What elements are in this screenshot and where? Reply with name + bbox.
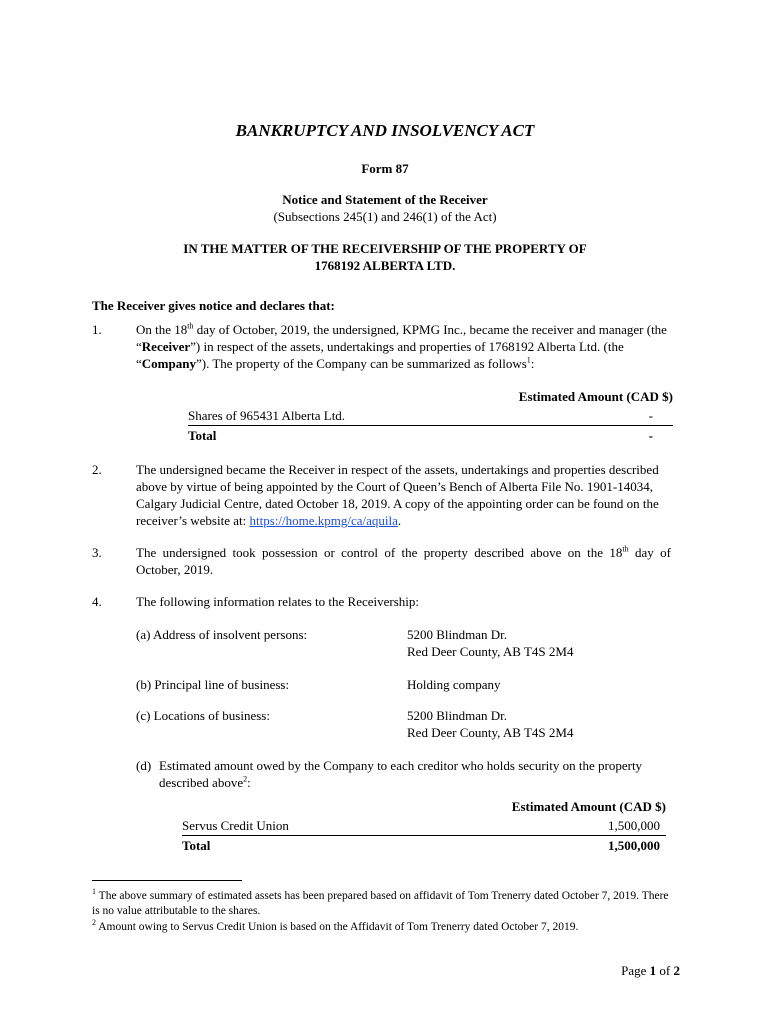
footnote-divider bbox=[92, 880, 242, 881]
item-number-4: 4. bbox=[92, 594, 102, 609]
table-row bbox=[188, 406, 673, 426]
creditor-table-header: Estimated Amount (CAD $) bbox=[511, 799, 666, 814]
info-a-label: (a) Address of insolvent persons: bbox=[136, 627, 308, 642]
info-a-value-line2: Red Deer County, AB T4S 2M4 bbox=[407, 644, 574, 659]
property-total-amount: - bbox=[648, 428, 653, 443]
document-title: BANKRUPTCY AND INSOLVENCY ACT bbox=[235, 121, 535, 140]
property-table bbox=[188, 387, 673, 445]
footnote-1: $^1$ The above summary of estimated assets has been prepared based on affidavit of Tom Trenerry dated October 7, 2019. There is no value attributable to the shares. bbox=[92, 887, 669, 917]
matter-heading-line2: 1768192 ALBERTA LTD. bbox=[314, 258, 456, 273]
item-number-2: 2. bbox=[92, 462, 102, 477]
info-c-value-line2: Red Deer County, AB T4S 2M4 bbox=[407, 725, 574, 740]
paragraph-2: The undersigned became the Receiver in respect of the assets, undertakings and properties described above by virtue of being appointed by the Court of Queen’s Bench of Alberta File No. 1901-14034, Calgary Judicial Centre, dated October 18, 2019. A copy of the appointing order can be found on the receiver’s website at: https://home.kpmg/ca/aquila. bbox=[136, 462, 659, 528]
subsections-note: (Subsections 245(1) and 246(1) of the Act) bbox=[273, 209, 497, 224]
property-total-label: Total bbox=[188, 428, 217, 443]
table-total-row bbox=[188, 426, 673, 446]
paragraph-3: The undersigned took possession or control of the property described above on the 18th day of October, 2019. bbox=[136, 544, 671, 577]
info-d-prefix: (d) bbox=[136, 758, 152, 773]
info-a-value-line1: 5200 Blindman Dr. bbox=[407, 627, 508, 642]
property-label: Shares of 965431 Alberta Ltd. bbox=[188, 406, 433, 426]
footnote-2: $^2$ Amount owing to Servus Credit Union is based on the Affidavit of Tom Trenerry dated October 7, 2019. bbox=[92, 918, 579, 933]
item-number-3: 3. bbox=[92, 545, 102, 560]
footnote-ref-1: 1 bbox=[526, 355, 531, 365]
info-b-label: (b) Principal line of business: bbox=[136, 677, 290, 692]
creditor-amount: 1,500,000 bbox=[380, 816, 666, 836]
matter-heading-line1: IN THE MATTER OF THE RECEIVERSHIP OF THE PROPERTY OF bbox=[183, 241, 587, 256]
creditor-label: Servus Credit Union bbox=[182, 816, 380, 836]
item-number-1: 1. bbox=[92, 322, 102, 337]
paragraph-1: On the 18th day of October, 2019, the undersigned, KPMG Inc., became the receiver and manager (the “Receiver”) in respect of the assets, undertakings and properties of 1768192 Alberta Ltd. (the “Company”). The property of the Company can be summarized as follows$^1$: bbox=[136, 321, 667, 371]
table-total-row bbox=[182, 836, 666, 856]
footnote-ref-2: 2 bbox=[243, 774, 248, 784]
intro-statement: The Receiver gives notice and declares that: bbox=[92, 298, 335, 313]
paragraph-4: The following information relates to the Receivership: bbox=[136, 594, 420, 609]
property-table-header: Estimated Amount (CAD $) bbox=[518, 389, 673, 404]
page-number: Page 1 of 2 bbox=[621, 963, 680, 978]
form-number: Form 87 bbox=[361, 161, 409, 176]
company-term: Company bbox=[141, 356, 196, 371]
info-d-text: Estimated amount owed by the Company to each creditor who holds security on the property described above$^2$: bbox=[159, 758, 643, 790]
creditor-total-label: Total bbox=[182, 838, 211, 853]
info-b-value: Holding company bbox=[407, 677, 501, 692]
creditor-table bbox=[182, 797, 666, 855]
info-c-value-line1: 5200 Blindman Dr. bbox=[407, 708, 508, 723]
table-row bbox=[182, 816, 666, 836]
creditor-total-amount: 1,500,000 bbox=[608, 838, 660, 853]
info-c-label: (c) Locations of business: bbox=[136, 708, 270, 723]
receiver-term: Receiver bbox=[141, 339, 191, 354]
property-amount: - bbox=[433, 406, 673, 426]
notice-title: Notice and Statement of the Receiver bbox=[282, 192, 488, 207]
receiver-website-link[interactable]: https://home.kpmg/ca/aquila bbox=[249, 513, 398, 528]
